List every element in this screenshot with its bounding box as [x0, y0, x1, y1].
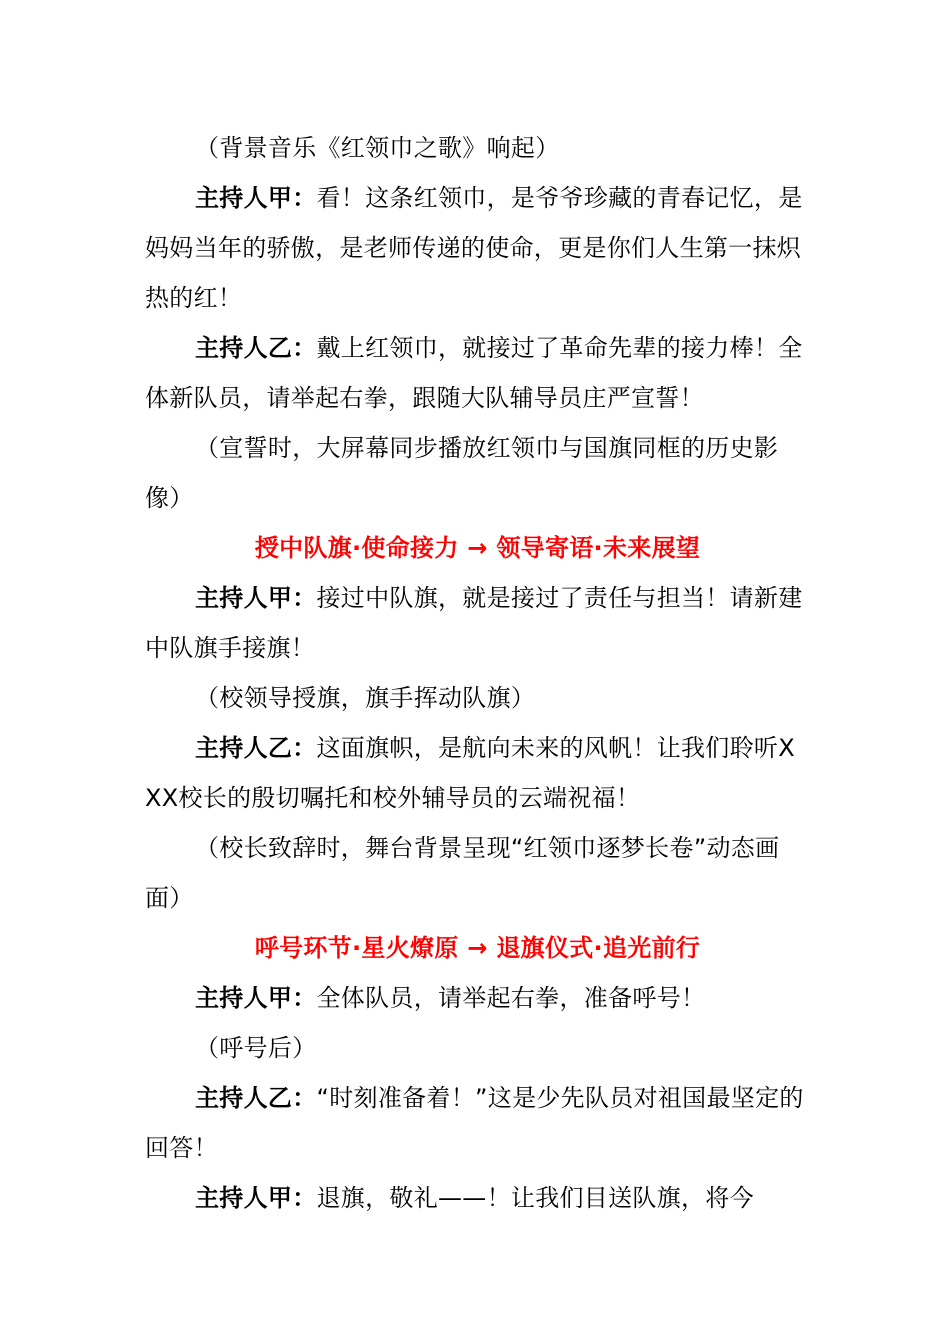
- dialogue-paragraph: [145, 973, 810, 1023]
- dialogue-paragraph: [145, 323, 810, 423]
- stage-direction-text: （宣誓时，大屏幕同步播放红领巾与国旗同框的历史影像）: [145, 434, 779, 512]
- stage-direction-text: （呼号后）: [195, 1034, 317, 1062]
- section-heading: 授中队旗·使命接力 → 领导寄语·未来展望: [254, 534, 701, 562]
- stage-direction: [145, 123, 810, 173]
- stage-direction-text: （校领导授旗，旗手挥动队旗）: [195, 684, 536, 712]
- dialogue-text: 全体队员，请举起右拳，准备呼号！: [316, 984, 706, 1012]
- stage-direction: [145, 823, 810, 923]
- speaker-label: 主持人乙：: [195, 1084, 317, 1112]
- stage-direction-text: （背景音乐《红领巾之歌》响起）: [195, 134, 560, 162]
- dialogue-paragraph: [145, 173, 810, 323]
- speaker-label: 主持人乙：: [195, 734, 317, 762]
- dialogue-text: 戴上红领巾，就接过了革命先辈的接力棒！全体新队员，请举起右拳，跟随大队辅导员庄严宣誓！: [145, 334, 803, 412]
- stage-direction-text: （校长致辞时，舞台背景呈现“红领巾逐梦长卷”动态画面）: [145, 834, 780, 912]
- dialogue-text: 退旗，敬礼——！让我们目送队旗，将今: [316, 1184, 754, 1212]
- dialogue-paragraph: [145, 723, 810, 823]
- speaker-label: 主持人甲：: [195, 1184, 317, 1212]
- dialogue-text: “时刻准备着！”这是少先队员对祖国最坚定的回答！: [145, 1084, 804, 1162]
- stage-direction: [145, 1023, 810, 1073]
- stage-direction: [145, 673, 810, 723]
- stage-direction: [145, 423, 810, 523]
- script-body: [145, 123, 810, 1223]
- dialogue-paragraph: [145, 573, 810, 673]
- dialogue-text: 看！这条红领巾，是爷爷珍藏的青春记忆，是妈妈当年的骄傲，是老师传递的使命，更是你们人生第一抹炽热的红！: [145, 184, 803, 312]
- speaker-label: 主持人甲：: [195, 984, 317, 1012]
- dialogue-paragraph: [145, 1173, 810, 1223]
- speaker-label: 主持人甲：: [195, 584, 317, 612]
- dialogue-text: 接过中队旗，就是接过了责任与担当！请新建中队旗手接旗！: [145, 584, 803, 662]
- dialogue-text: 这面旗帜，是航向未来的风帆！让我们聆听XXX校长的殷切嘱托和校外辅导员的云端祝福！: [145, 734, 795, 812]
- section-heading: 呼号环节·星火燎原 → 退旗仪式·追光前行: [254, 934, 701, 962]
- dialogue-paragraph: [145, 1073, 810, 1173]
- speaker-label: 主持人甲：: [195, 184, 317, 212]
- speaker-label: 主持人乙：: [195, 334, 317, 362]
